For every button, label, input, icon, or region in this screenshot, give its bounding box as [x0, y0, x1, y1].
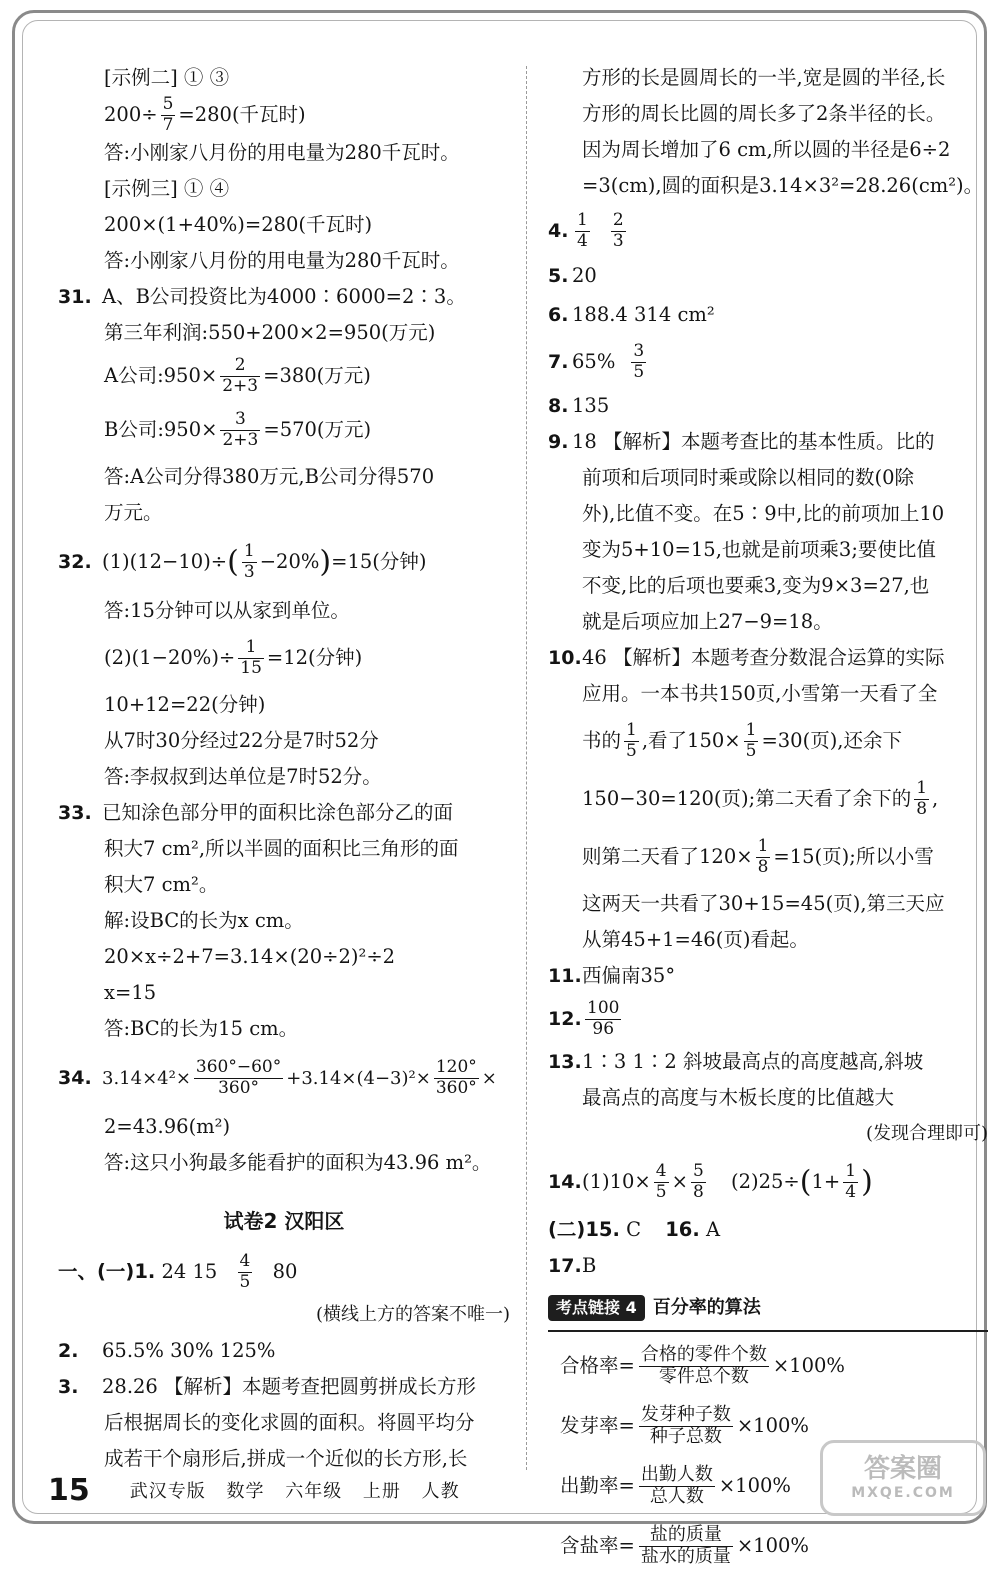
q9-line2: 前项和后项同时乘或除以相同的数(0除 [582, 466, 915, 489]
rate-name: 发芽率= [560, 1414, 635, 1437]
numerator: 360°−60° [195, 1057, 282, 1078]
calc-text: (1)10× [582, 1170, 651, 1193]
fraction [585, 1000, 621, 1039]
footer-book-info: 武汉专版 数学 六年级 上册 人教 [129, 1481, 460, 1502]
page-number: 15 [48, 1472, 90, 1508]
paren-left: ( [227, 544, 239, 580]
q32-part2-answer: 答:李叔叔到达单位是7时52分。 [104, 764, 382, 788]
numerator: 1 [916, 778, 928, 799]
calc-text: =380(万元) [263, 363, 371, 387]
numerator: 2 [612, 210, 624, 231]
numerator: 5 [692, 1161, 704, 1182]
denominator: 5 [655, 1182, 667, 1202]
calc-text: × [671, 1170, 688, 1193]
calc-text: =12(分钟) [266, 645, 363, 669]
calc-text: × [481, 1067, 497, 1089]
text: A、B公司投资比为4000∶6000=2∶3。 [102, 284, 466, 308]
q30-example2-label: [示例二] ① ③ [104, 66, 230, 89]
question-number: 7. [548, 351, 569, 373]
fraction [639, 1403, 733, 1447]
fraction [639, 1343, 769, 1387]
answer-value: 80 [272, 1259, 298, 1283]
q31-answer2: 万元。 [104, 500, 163, 524]
denominator: 5 [745, 741, 757, 761]
denominator: 2+3 [222, 375, 259, 396]
paren-left: ( [799, 1164, 812, 1200]
q13-line1 [548, 1044, 988, 1080]
numerator: 合格的零件个数 [640, 1343, 767, 1365]
fraction [238, 636, 264, 678]
fraction [654, 1163, 669, 1202]
fraction [843, 1163, 858, 1202]
denominator: 盐水的质量 [640, 1545, 731, 1567]
q3-line1 [58, 1369, 510, 1405]
text: 已知涂色部分甲的面积比涂色部分乙的面 [102, 800, 454, 824]
section-title: 试卷2 汉阳区 [223, 1208, 345, 1233]
text: 1∶3 1∶2 斜坡最高点的高度越高,斜坡 [582, 1050, 924, 1073]
text: =30(页),还余下 [761, 729, 903, 752]
question-number: 6. [548, 304, 569, 326]
answer-value: 20 [572, 264, 597, 287]
text: =15(页);所以小雪 [773, 845, 934, 868]
fraction [161, 96, 176, 135]
denominator: 360° [435, 1078, 477, 1099]
numerator: 3 [633, 341, 645, 362]
q9-line4: 变为5+10=15,也就是前项乘3;要使比值 [582, 538, 936, 561]
paren-right: ) [319, 544, 332, 580]
q33-line1 [58, 795, 510, 831]
text: 150−30=120(页);第二天看了余下的 [582, 787, 912, 810]
q12-line [548, 994, 988, 1044]
text: 书的 [582, 729, 622, 752]
fraction [238, 1250, 253, 1292]
question-number: 11. [548, 965, 582, 987]
q32-part1-answer: 答:15分钟可以从家到单位。 [104, 598, 350, 622]
numerator: 出勤人数 [640, 1463, 713, 1485]
q11-line [548, 958, 988, 994]
q30-example2-answer: 答:小刚家八月份的用电量为280千瓦时。 [104, 140, 460, 164]
q8-line [548, 388, 988, 424]
q10-line4 [548, 770, 988, 828]
right-column [548, 60, 988, 1576]
q6-line [548, 294, 988, 336]
rate-row-qualified [548, 1336, 988, 1396]
question-number: 16. [665, 1218, 700, 1241]
question-number: 一、(一)1. [58, 1259, 156, 1283]
denominator: 总人数 [649, 1485, 704, 1507]
q13-note: (发现合理即可) [865, 1123, 988, 1144]
question-number: 2. [58, 1339, 79, 1362]
q13-line2: 最高点的高度与木板长度的比值越大 [582, 1086, 895, 1109]
q31-answer1: 答:A公司分得380万元,B公司分得570 [104, 464, 435, 488]
kaodian-header [548, 1290, 988, 1326]
rate-name: 含盐率= [560, 1534, 635, 1557]
numerator: 1 [577, 210, 588, 231]
rate-name: 合格率= [560, 1354, 635, 1377]
fraction [691, 1163, 706, 1202]
numerator: 120° [435, 1057, 477, 1078]
text: 18 【解析】本题考查比的基本性质。比的 [572, 430, 935, 453]
rate-tail: ×100% [736, 1534, 809, 1557]
fraction [194, 1059, 283, 1098]
denominator: 5 [239, 1271, 251, 1292]
question-number: 31. [58, 285, 92, 308]
numerator: 1 [626, 720, 637, 741]
q3-cont-line2: 方形的周长比圆的周长多了2条半径的长。 [582, 102, 946, 125]
calc-text: =15(分钟) [331, 549, 427, 573]
numerator: 100 [587, 998, 620, 1019]
q2-line [58, 1333, 510, 1369]
q31-b-calc [58, 401, 510, 459]
numerator: 1 [757, 836, 769, 857]
denominator: 15 [240, 657, 262, 678]
fraction [744, 722, 759, 761]
text: 则第二天看了120× [582, 845, 753, 868]
fraction [242, 540, 257, 582]
q10-line6: 这两天一共看了30+15=45(页),第三天应 [582, 892, 945, 915]
denominator: 5 [626, 741, 637, 761]
q31-a-calc [58, 351, 510, 401]
numerator: 1 [745, 720, 757, 741]
fraction [639, 1523, 733, 1567]
watermark-main: 答案圈 [863, 1454, 942, 1484]
rate-tail: ×100% [736, 1414, 809, 1437]
q30-example3-answer: 答:小刚家八月份的用电量为280千瓦时。 [104, 248, 460, 272]
answer-value: C [626, 1218, 641, 1241]
denominator: 8 [692, 1182, 704, 1202]
answer-values: 24 15 [161, 1259, 218, 1283]
question-number: 32. [58, 550, 92, 573]
calc-text: A公司:950× [104, 363, 218, 387]
fraction [631, 343, 646, 382]
question-number: 33. [58, 801, 92, 824]
question-number: (二)15. [548, 1218, 620, 1241]
q33-line5: 20×x÷2+7=3.14×(20÷2)²÷2 [104, 944, 396, 968]
rate-row-salt [548, 1516, 988, 1576]
q9-line6: 就是后项应加上27−9=18。 [582, 610, 833, 633]
question-number: 14. [548, 1171, 582, 1193]
calc-text: =570(万元) [263, 417, 372, 441]
q15-16-line [548, 1212, 988, 1248]
calc-text: (2)25÷ [730, 1170, 800, 1193]
answer-value: B [582, 1254, 597, 1277]
q33-line6: x=15 [104, 980, 157, 1004]
question-number: 12. [548, 1008, 582, 1030]
q10-line3 [548, 712, 988, 770]
q3-line2: 后根据周长的变化求圆的面积。将圆平均分 [104, 1410, 475, 1434]
calc-text: −20% [259, 549, 320, 573]
rate-name: 出勤率= [560, 1474, 635, 1497]
answer-value: 135 [572, 394, 610, 417]
q14-line [548, 1152, 988, 1212]
numerator: 发芽种子数 [640, 1403, 731, 1425]
answer-values: 65.5% 30% 125% [102, 1338, 276, 1362]
fraction [611, 212, 626, 251]
calc-text: +3.14×(4−3)²× [286, 1067, 431, 1089]
rate-tail: ×100% [718, 1474, 791, 1497]
numerator: 2 [220, 357, 260, 377]
denominator: 4 [577, 231, 588, 251]
q31-line2: 第三年利润:550+200×2=950(万元) [104, 320, 436, 344]
left-column [58, 60, 510, 1477]
watermark-logo [820, 1440, 986, 1516]
numerator: 4 [655, 1161, 667, 1182]
denominator: 3 [243, 561, 255, 582]
q32-part2-line2: 10+12=22(分钟) [104, 692, 266, 716]
q32-part2-line3: 从7时30分经过22分是7时52分 [104, 728, 379, 752]
calc-text: =280(千瓦时) [178, 102, 306, 126]
q9-line5: 不变,比的后项也要乘3,变为9×3=27,也 [582, 574, 930, 597]
q33-line2: 积大7 cm²,所以半圆的面积比三角形的面 [104, 836, 459, 860]
text: , [932, 787, 939, 810]
answer-value: 65% [572, 350, 616, 373]
q4-line [548, 204, 988, 258]
numerator: 4 [239, 1250, 251, 1271]
q10-line1 [548, 640, 988, 676]
calc-text: 200÷ [104, 102, 158, 126]
fraction [624, 722, 639, 761]
calc-text: 1+ [811, 1170, 841, 1193]
calc-text: B公司:950× [104, 417, 218, 441]
text: 28.26 【解析】本题考查把圆剪拼成长方形 [102, 1374, 477, 1398]
question-number: 34. [58, 1066, 92, 1089]
q7-line [548, 336, 988, 388]
calc-text: (2)(1−20%)÷ [104, 645, 236, 669]
numerator: 1 [845, 1161, 857, 1182]
fraction [220, 408, 260, 450]
text: ,看了150× [641, 729, 741, 752]
answer-value: A [705, 1218, 721, 1241]
text: 46 【解析】本题考查分数混合运算的实际 [582, 646, 945, 669]
denominator: 种子总数 [649, 1425, 722, 1447]
denominator: 4 [845, 1182, 857, 1202]
calc-text: (1)(12−10)÷ [102, 549, 228, 573]
fraction [575, 212, 590, 251]
question-number: 8. [548, 395, 569, 417]
q33-line3: 积大7 cm²。 [104, 872, 219, 896]
page-footer [48, 1463, 748, 1512]
q10-line2: 应用。一本书共150页,小雪第一天看了全 [582, 682, 938, 705]
q3-line3: 成若干个扇形后,拼成一个近似的长方形,长 [104, 1446, 468, 1470]
q5-line [548, 258, 988, 294]
kaodian-title: 百分率的算法 [652, 1297, 761, 1318]
q9-line3: 外),比值不变。在5∶9中,比的前项加上10 [582, 502, 945, 525]
question-number: 13. [548, 1051, 582, 1073]
fraction [434, 1059, 479, 1098]
denominator: 96 [592, 1019, 615, 1039]
denominator: 2+3 [222, 429, 259, 450]
part1-q1 [58, 1247, 510, 1297]
denominator: 8 [916, 799, 928, 819]
fraction [756, 838, 771, 877]
q10-line5 [548, 828, 988, 886]
question-number: 9. [548, 431, 569, 453]
q34-line2: 2=43.96(m²) [104, 1114, 231, 1138]
fraction [220, 354, 260, 396]
paren-right: ) [861, 1164, 873, 1200]
numerator: 1 [238, 639, 264, 659]
q32-part1 [58, 531, 510, 593]
question-number: 10. [548, 647, 582, 669]
denominator: 零件总个数 [658, 1365, 749, 1387]
numerator: 盐的质量 [639, 1526, 733, 1547]
q9-line1 [548, 424, 988, 460]
q33-line4: 解:设BC的长为x cm。 [104, 908, 304, 932]
question-number: 5. [548, 265, 569, 287]
q3-cont-line1: 方形的长是圆周长的一半,宽是圆的半径,长 [582, 66, 946, 89]
denominator: 8 [757, 857, 769, 877]
watermark-sub: MXQE.COM [851, 1485, 955, 1501]
q10-line7: 从第45+1=46(页)看起。 [582, 928, 809, 951]
q30-example3-calc: 200×(1+40%)=280(千瓦时) [104, 212, 373, 236]
q34-answer: 答:这只小狗最多能看护的面积为43.96 m²。 [104, 1150, 492, 1174]
q33-answer: 答:BC的长为15 cm。 [104, 1016, 299, 1040]
answer-value: 西偏南35° [582, 964, 676, 987]
q3-cont-line4: =3(cm),圆的面积是3.14×3²=28.26(cm²)。 [582, 174, 984, 197]
denominator: 360° [218, 1078, 260, 1099]
question-number: 17. [548, 1255, 582, 1277]
answer-values: 188.4 314 cm² [572, 303, 715, 326]
fraction [914, 780, 929, 819]
q3-cont-line3: 因为周长增加了6 cm,所以圆的半径是6÷2 [582, 138, 951, 161]
q32-part2 [58, 629, 510, 687]
numerator: 3 [220, 411, 260, 431]
column-divider [526, 66, 527, 1470]
denominator: 7 [162, 114, 174, 135]
q34-calc [58, 1047, 510, 1109]
q17-line [548, 1248, 988, 1284]
rate-tail: ×100% [772, 1354, 845, 1377]
q31-line1 [58, 279, 510, 315]
question-number: 3. [58, 1375, 79, 1398]
denominator: 3 [612, 231, 624, 251]
numerator: 1 [243, 540, 255, 561]
q30-example2-calc [58, 96, 510, 135]
q30-example3-label: [示例三] ① ④ [104, 176, 230, 200]
calc-text: 3.14×4²× [102, 1067, 191, 1089]
kaodian-badge: 考点链接 4 [548, 1295, 645, 1321]
question-number: 4. [548, 220, 569, 242]
denominator: 5 [633, 362, 645, 382]
numerator: 5 [162, 94, 174, 114]
q1-note: (横线上方的答案不唯一) [315, 1303, 510, 1325]
